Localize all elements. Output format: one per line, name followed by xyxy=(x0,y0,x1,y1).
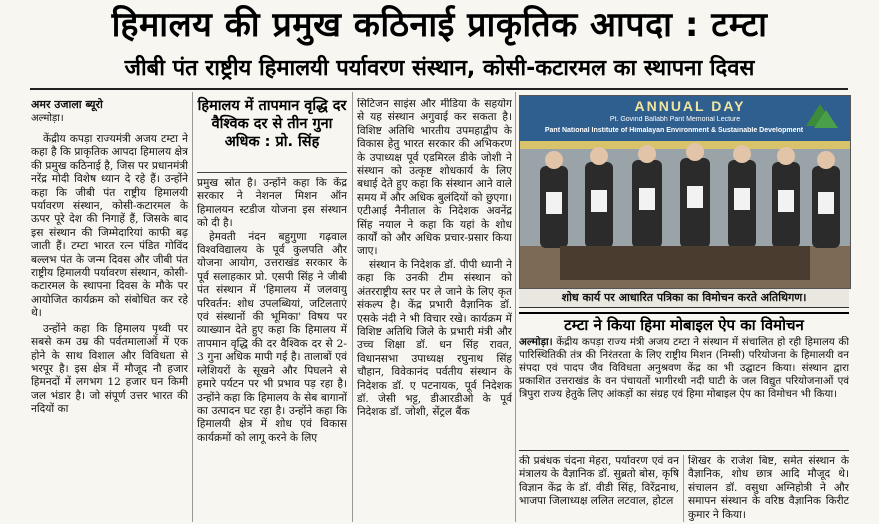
paragraph: संस्थान के निदेशक डॉ. पीपी ध्यानी ने कहा कि उनकी टीम संस्थान को अंतरराष्ट्रीय स्तर पर ले जाने के लिए कृत संकल्प है। केंद्र प्रभारी वैज्ञानिक डॉ. एसके नंदी ने भी विचार रखे। कार्यक्रम में विशिष्ट अतिथि जिले के प्रभारी मंत्री और उच्च शिक्षा डॉ. धन सिंह रावत, विधानसभा उपाध्यक्ष रघुनाथ सिंह चौहान, विवेकानंद पर्वतीय संस्थान के निदेशक डॉ. ए पटनायक, पूर्व निदेशक डॉ. जेसी भट्ट, डीआरडीओ के पूर्व निदेशक डॉ. जोशी, सेंट्रल बैंक xyxy=(357,258,512,419)
photo-caption: शोध कार्य पर आधारित पत्रिका का विमोचन करते अतिथिगण। xyxy=(519,289,849,308)
side-headline-divider xyxy=(197,172,347,173)
article-column-4 xyxy=(519,455,679,522)
box-dateline: अल्मोड़ा। xyxy=(519,336,553,348)
article-column-2 xyxy=(197,177,347,522)
event-photo xyxy=(519,95,851,289)
column-divider xyxy=(352,92,353,522)
paragraph: प्रमुख स्रोत है। उन्होंने कहा कि केंद्र सरकार ने नेशनल मिशन ऑन हिमालयन स्टडीज योजना इस संस्थान को दी है। xyxy=(197,177,347,230)
headline-divider xyxy=(30,88,848,90)
column-divider xyxy=(683,455,684,522)
paragraph: की प्रबंधक चंदना मेहरा, पर्यावरण एवं वन मंत्रालय के वैज्ञानिक डॉ. सुब्रतो बोस, कृषि विज्ञान केंद्र के डॉ. वीडी सिंह, विरेंद्रनाथ, भाजपा जिलाध्यक्ष ललित लटवाल, होटल xyxy=(519,455,679,508)
photo-banner-line1: Pt. Govind Ballabh Pant Memorial Lecture xyxy=(609,116,741,123)
box-divider xyxy=(519,450,849,451)
sub-headline: जीबी पंत राष्ट्रीय हिमालयी पर्यावरण संस्थान, कोसी-कटारमल का स्थापना दिवस xyxy=(124,56,755,81)
box-body: केंद्रीय कपड़ा राज्य मंत्री अजय टम्टा ने संस्थान में संचालित हो रही हिमालय की पारिस्थितिकी तंत्र की निरंतरता के लिए राष्ट्रीय मिशन (निम्सी) परियोजना के हिमालयी वन संपदा एवं पादप जैव विविधता अनुश्रवण केंद्र का भी उद्घाटन किया। संस्थान द्वारा प्रकाशित उत्तराखंड के वन पंचायतों भागीरथी नदी घाटी के जल विद्युत परियोजनाओं एवं त्रिपुरा राज्य हेतुके लिए आंकड़ों का संग्रह एवं हिमा मोबाइल ऐप का विमोचन भी किया। xyxy=(519,336,849,400)
paragraph: हेमवती नंदन बहुगुणा गढ़वाल विश्वविद्यालय के पूर्व कुलपति और योजना आयोग, उत्तराखंड सरकार के पूर्व सलाहकार प्रो. एसपी सिंह ने जीबी पंत संस्थान में 'हिमालय में जलवायु परिवर्तन: शोध उपलब्धियां, जटिलताएं एवं संस्थानों की भूमिका' विषय पर व्याख्यान देते हुए कहा कि हिमालय में तापमान वृद्धि की दर वैश्विक दर से 2-3 गुना अधिक मापी गई है। तालाबों एवं ग्लेशियरों के सूखने और पिघलने से हमारे पर्यटन पर भी प्रभाव पड़ रहा है। उन्होंने कहा कि हिमालय के सेब बागानों का उत्पादन घट रहा है। उन्होंने कहा कि हिमालयी क्षेत्र में शोध एवं विकास कार्यक्रमों को लागू करने के लिए xyxy=(197,230,347,444)
event-photo-illustration xyxy=(520,96,850,288)
photo-banner-title: ANNUAL DAY xyxy=(634,98,746,114)
column-divider xyxy=(515,92,516,522)
main-headline: हिमालय की प्रमुख कठिनाई प्राकृतिक आपदा : टम्टा xyxy=(111,5,768,45)
dateline: अल्मोड़ा। xyxy=(31,113,64,124)
box-headline: टम्टा ने किया हिमा मोबाइल ऐप का विमोचन xyxy=(519,312,849,336)
paragraph: केंद्रीय कपड़ा राज्यमंत्री अजय टम्टा ने कहा है कि प्राकृतिक आपदा हिमालय क्षेत्र की प्रमुख कठिनाई है, जिस पर प्रधानमंत्री नरेंद्र मोदी विशेष ध्यान दे रहे हैं। उन्होंने कहा कि जीबी पंत राष्ट्रीय हिमालयी पर्यावरण संस्थान, कोसी-कटारमल के ऊपर पूरे देश की निगाहें हैं, जिसके बाद इस संस्थान की जिम्मेदारियां काफी बढ़ जाती हैं। टम्टा भारत रत्न पंडित गोविंद बल्लभ पंत के जन्म दिवस और जीबी पंत राष्ट्रीय हिमालयी पर्यावरण संस्थान, कोसी-कटारमल के स्थापना दिवस के मौके पर आयोजित कार्यक्रम को संबोधित कर रहे थे। xyxy=(31,133,188,320)
column-divider xyxy=(192,92,193,522)
paragraph: उन्होंने कहा कि हिमालय पृथ्वी पर सबसे कम उम्र की पर्वतमालाओं में एक होने के साथ विशाल और विविधता से भरपूर है। इस क्षेत्र में मौजूद नौ हजार हिमनदों में लगभग 12 हजार घन किमी जल भंडार है। जो संपूर्ण उत्तर भारत की नदियों का xyxy=(31,322,188,416)
box-story xyxy=(519,336,849,446)
paragraph: सिटिजन साइंस और मीडिया के सहयोग से यह संस्थान अगुवाई कर सकता है। विशिष्ट अतिथि भारतीय उपमहाद्वीप के विकास हेतु भारत सरकार की अभिकरण के उपाध्यक्ष पूर्व एडमिरल डीके जोशी ने संस्थान को उत्कृष्ट शोधकार्य के लिए बधाई देते हुए कहा कि संस्थान आने वाले समय में और अधिक बुलंदियों को छुएगा। एटीआई नैनीताल के निदेशक अवनेंद्र सिंह नयाल ने कहा कि यहां के शोध कार्यों को और अधिक प्रचार-प्रसार किया जाए। xyxy=(357,98,512,258)
article-column-3 xyxy=(357,98,512,522)
article-column-5 xyxy=(688,455,849,522)
side-headline: हिमालय में तापमान वृद्धि दर वैश्विक दर से तीन गुना अधिक : प्रो. सिंह xyxy=(197,98,347,150)
byline: अमर उजाला ब्यूरो xyxy=(31,98,103,111)
paragraph: शिखर के राजेश बिष्ट, समेत संस्थान के वैज्ञानिक, शोध छात्र आदि मौजूद थे। संचालन डॉ. वसुधा अग्निहोत्री ने और समापन संस्थान के वरिष्ठ वैज्ञानिक किरीट कुमार ने किया। xyxy=(688,455,849,521)
article-column-1 xyxy=(31,98,188,522)
photo-banner-line2: Pant National Institute of Himalayan Environment & Sustainable Development xyxy=(544,127,804,134)
